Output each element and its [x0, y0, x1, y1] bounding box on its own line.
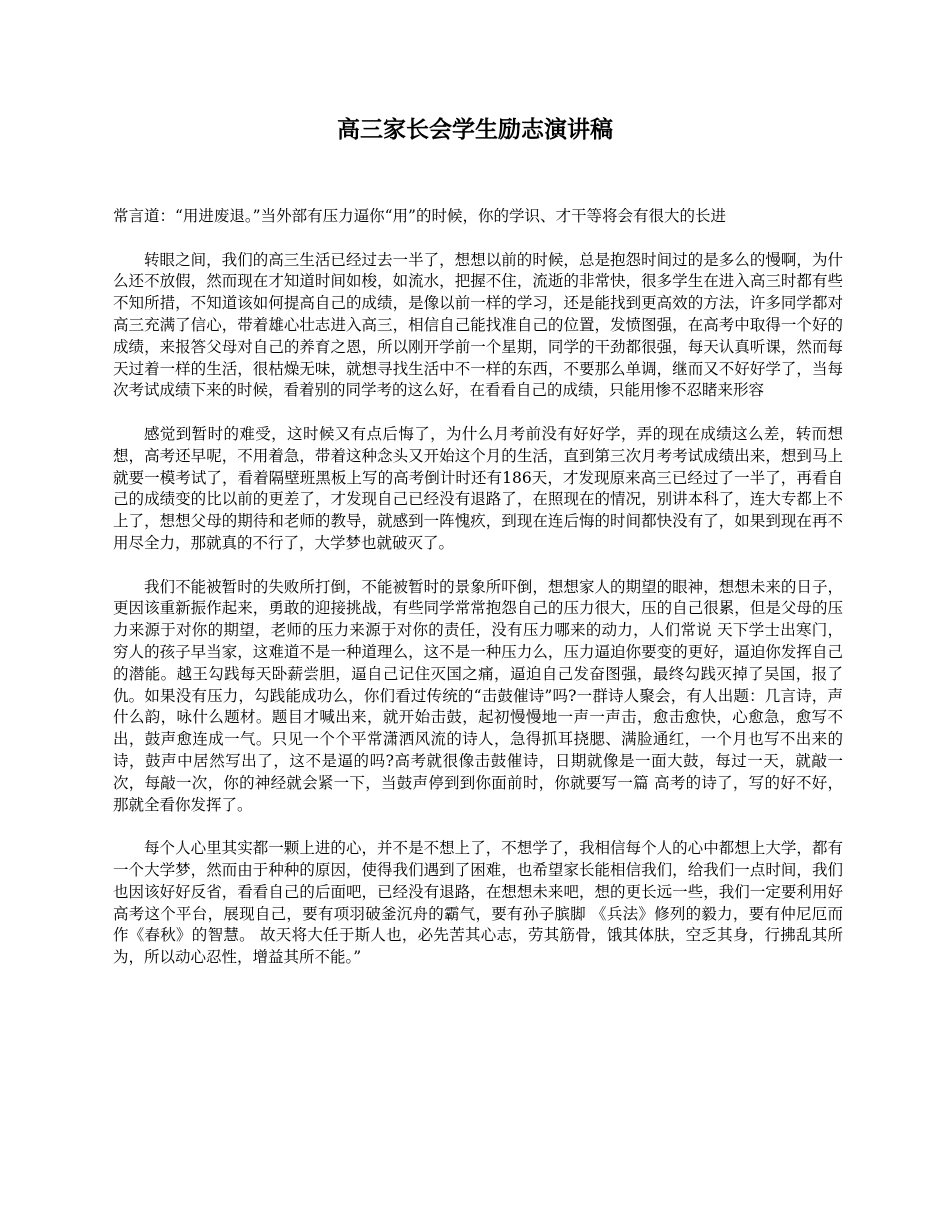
page-title: 高三家长会学生励志演讲稿 [337, 116, 613, 143]
paragraph-1: 转眼之间，我们的高三生活已经过去一半了，想想以前的时候，总是抱怨时间过的是多么的慢啊，为什么还不放假，然而现在才知道时间如梭，如流水，把握不住，流逝的非常快，很多学生在进入高三时都有些不知所措，不知道该如何提高自己的成绩，是像以前一样的学习，还是能找到更高效的方法，许多同学都对高三充满了信心，带着雄心壮志进入高三，相信自己能找准自己的位置，发愤图强，在高考中取得一个好的成绩，来报答父母对自己的养育之恩，所以刚开学前一个星期，同学的干劲都很强，每天认真听课，然而每天过着一样的生活，很枯燥无味，就想寻找生活中不一样的东西，不要那么单调，继而又不好好学了，当每次考试成绩下来的时候，看着别的同学考的这么好，在看看自己的成绩，只能用惨不忍睹来形容 [113, 250, 843, 400]
paragraph-2: 感觉到暂时的难受，这时候又有点后悔了，为什么月考前没有好好学，弄的现在成绩这么差，转而想想，高考还早呢，不用着急，带着这种念头又开始这个月的生活，直到第三次月考考试成绩出来，想到马上就要一模考试了，看着隔壁班黑板上写的高考倒计时还有186天，才发现原来高三已经过了一半了，再看自己的成绩变的比以前的更差了，才发现自己已经没有退路了，在照现在的情况，别讲本科了，连大专都上不上了，想想父母的期待和老师的教导，就感到一阵愧疚，到现在连后悔的时间都快没有了，如果到现在再不用尽全力，那就真的不行了，大学梦也就破灭了。 [113, 424, 843, 552]
paragraph-3: 我们不能被暂时的失败所打倒，不能被暂时的景象所吓倒，想想家人的期望的眼神，想想未来的日子，更因该重新振作起来，勇敢的迎接挑战，有些同学常常抱怨自己的压力很大，压的自己很累，但是父母的压力来源于对你的期望，老师的压力来源于对你的责任，没有压力哪来的动力，人们常说 天下学士出寒门， 穷人的孩子早当家，这难道不是一种道理么，这不是一种压力么，压力逼迫你要变的更好，逼迫你发挥自己的潜能。越王勾践每天卧薪尝胆，逼自己记住灭国之痛，逼迫自己发奋图强，最终勾践灭掉了吴国，报了仇。如果没有压力，勾践能成功么，你们看过传统的“击鼓催诗”吗?一群诗人聚会，有人出题：几言诗，声什么韵，咏什么题材。题目才喊出来，就开始击鼓，起初慢慢地一声一声击，愈击愈快，心愈急，愈写不出，鼓声愈连成一气。只见一个个平常潇洒风流的诗人，急得抓耳挠腮、满脸通红，一个月也写不出来的诗，鼓声中居然写出了，这不是逼的吗?高考就很像击鼓催诗，日期就像是一面大鼓，每过一天，就敲一次，每敲一次，你的神经就会紧一下，当鼓声停到到你面前时，你就要写一篇 高考的诗了，写的好不好，那就全看你发挥了。 [113, 577, 843, 814]
paragraph-intro: 常言道：“用进废退。”当外部有压力逼你“用”的时候，你的学识、才干等将会有很大的长进 [113, 207, 726, 225]
document-body [113, 206, 843, 991]
paragraph-4: 每个人心里其实都一颗上进的心，并不是不想上了，不想学了，我相信每个人的心中都想上大学，都有一个大学梦，然而由于种种的原因，使得我们遇到了困难，也希望家长能相信我们，给我们一点时间，我们也因该好好反省，看看自己的后面吧，已经没有退路，在想想未来吧，想的更长远一些，我们一定要利用好高考这个平台，展现自己，要有项羽破釜沉舟的霸气，要有孙子膑脚 《兵法》修列的毅力，要有仲尼厄而作《春秋》的智慧。 故天将大任于斯人也，必先苦其心志，劳其筋骨，饿其体肤，空乏其身，行拂乱其所为，所以动心忍性，增益其所不能。” [113, 839, 843, 967]
